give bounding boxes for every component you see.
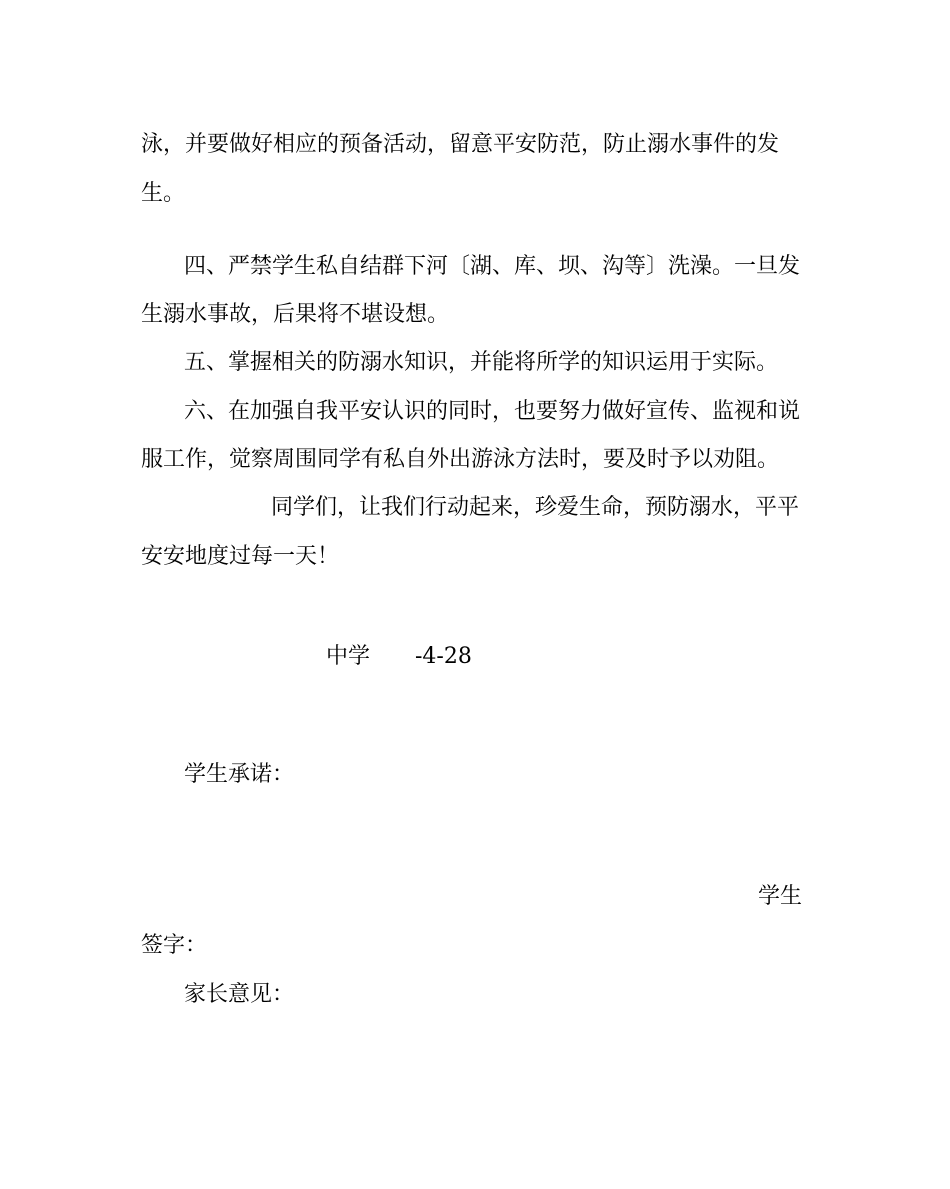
item-4-line-2: 生溺水事故，后果将不堪设想。: [141, 302, 450, 327]
item-6-line-1: 六、在加强自我平安认识的同时，也要努力做好宣传、监视和说: [184, 399, 801, 424]
item-5-line-1: 五、掌握相关的防溺水知识，并能将所学的知识运用于实际。: [184, 350, 779, 375]
signature-school: 中学: [326, 644, 371, 669]
item-6-line-2: 服工作，觉察周围同学有私自外出游泳方法时，要及时予以劝阻。: [141, 447, 780, 472]
closing-line-1: 同学们，让我们行动起来，珍爱生命，预防溺水，平平: [271, 495, 800, 520]
item-4-line-1: 四、严禁学生私自结群下河〔湖、库、坝、沟等〕洗澡。一旦发: [184, 254, 801, 279]
student-signature-label-line-2: 签字：: [141, 933, 208, 958]
student-signature-label-line-1: 学生: [758, 884, 803, 909]
parent-opinion-label: 家长意见：: [184, 982, 295, 1007]
closing-line-2: 安安地度过每一天！: [141, 544, 340, 569]
signature-date: -4-28: [415, 644, 472, 669]
student-pledge-label: 学生承诺：: [184, 762, 295, 787]
paragraph-continuation-line-2: 生。: [141, 181, 186, 206]
paragraph-continuation-line-1: 泳，并要做好相应的预备活动，留意平安防范，防止溺水事件的发: [141, 132, 780, 157]
